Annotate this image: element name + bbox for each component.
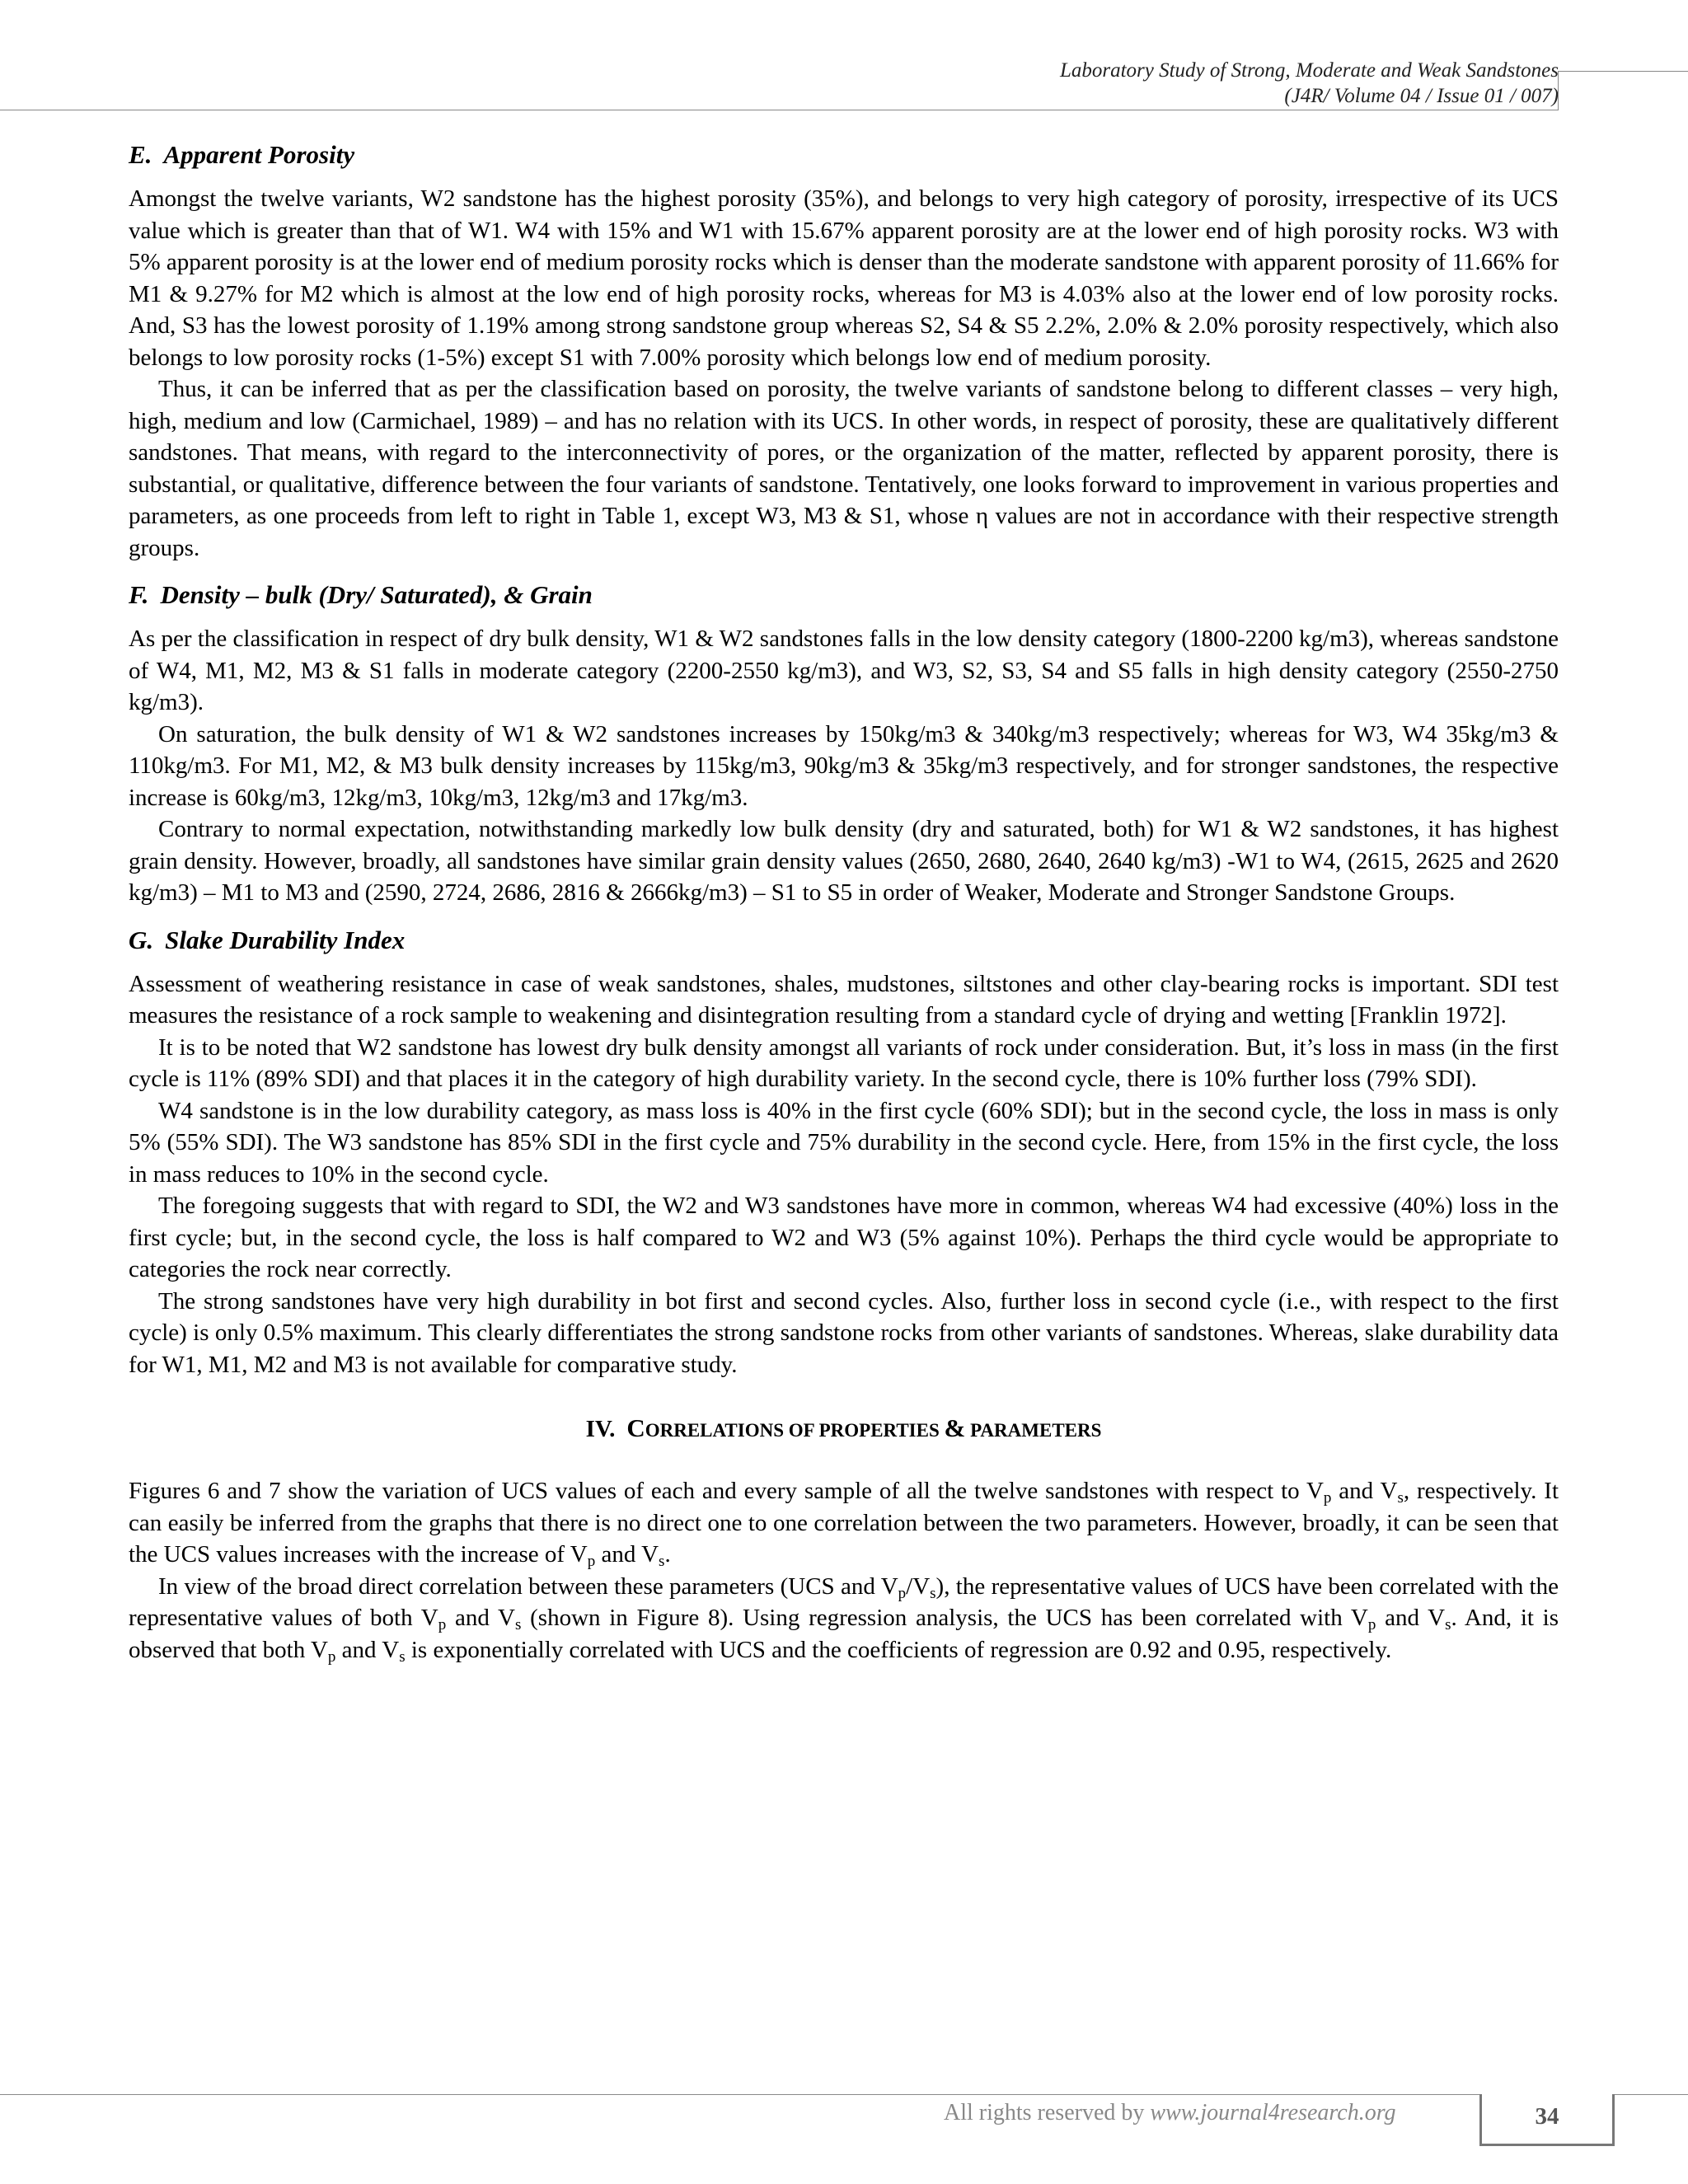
paragraph: On saturation, the bulk density of W1 & W2 sandstones increases by 150kg/m3 & 340kg/m3 respectively; whereas for W3, W4 35kg/m3 & 110kg/m3. For M1, M2, & M3 bulk density increases by 115kg/m3, 90kg/m3 & 35kg/m3 respectively, and for stronger sandstones, the respective increase is 60kg/m3, 12kg/m3, 10kg/m3, 12kg/m3 and 17kg/m3. — [129, 720, 1559, 811]
section-letter: G. — [129, 925, 154, 954]
paragraph: W4 sandstone is in the low durability category, as mass loss is 40% in the first cycle (60% SDI); but in the second cycle, the loss in mass is only 5% (55% SDI). The W3 sandstone has 85% SDI in the first cycle and 75% durability in the second cycle. Here, from 15% in the first cycle, the loss in mass reduces to 10% in the second cycle. — [129, 1097, 1559, 1188]
running-header — [1060, 58, 1559, 109]
paragraph: Figures 6 and 7 show the variation of UCS values of each and every sample of all the twelve sandstones with respect to $V_p$ and $V_s$, respectively. It can easily be inferred from the graphs that there is no direct one to one correlation between the two parameters. However, broadly, it can be seen that the UCS values increases with the increase of $V_p$ and $V_s$. — [129, 1478, 1559, 1570]
header-issue: (J4R/ Volume 04 / Issue 01 / 007) — [1284, 85, 1559, 107]
section-title: Apparent Porosity — [163, 140, 355, 169]
section-heading-density — [129, 579, 1559, 612]
section-letter: F. — [129, 580, 149, 609]
paragraph: It is to be noted that W2 sandstone has lowest dry bulk density amongst all variants of rock under consideration. But, it’s loss in mass (in the first cycle is 11% (89% SDI) and that places it in the category of high durability variety. In the second cycle, there is 10% further loss (79% SDI). — [129, 1033, 1559, 1092]
section-numeral: IV. — [585, 1416, 616, 1442]
footer-rights: All rights reserved by www.journal4research.org — [944, 2100, 1396, 2125]
header-title: Laboratory Study of Strong, Moderate and Weak Sandstones — [1059, 59, 1559, 82]
heading-smallcaps: PARAMETERS — [965, 1420, 1102, 1441]
section-title: Density – bulk (Dry/ Saturated), & Grain — [160, 580, 593, 609]
section-heading-apparent-porosity — [129, 138, 1559, 171]
paragraph: As per the classification in respect of dry bulk density, W1 & W2 sandstones falls in the low density category (1800-2200 kg/m3), whereas sandstone of W4, M1, M2, M3 & S1 falls in moderate category (2200-2550 kg/m3), and W3, S2, S3, S4 and S5 falls in high density category (2550-2750 kg/m3). — [129, 626, 1559, 715]
header-rule-right — [1558, 71, 1688, 72]
section-heading-slake-durability — [129, 924, 1559, 957]
paragraph: Amongst the twelve variants, W2 sandstone has the highest porosity (35%), and belongs to very high category of porosity, irrespective of its UCS value which is greater than that of W1. W4 with 15% and W1 with 15.67% apparent porosity are at the lower end of high porosity rocks. W3 with 5% apparent porosity is at the lower end of medium porosity rocks which is denser than the moderate sandstone with apparent porosity of 11.66% for M1 & 9.27% for M2 which is almost at the low end of high porosity rocks, whereas for M3 is 4.03% also at the lower end of low porosity rocks. And, S3 has the lowest porosity of 1.19% among strong sandstone group whereas S2, S4 & S5 2.2%, 2.0% & 2.0% porosity respectively, which also belongs to low porosity rocks (1-5%) except S1 with 7.00% porosity which belongs low end of medium porosity. — [129, 185, 1559, 371]
section-heading-correlations — [129, 1412, 1559, 1447]
paragraph: Assessment of weathering resistance in case of weak sandstones, shales, mudstones, siltstones and other clay-bearing rocks is important. SDI test measures the resistance of a rock sample to weakening and disintegration resulting from a standard cycle of drying and wetting [Franklin 1972]. — [129, 970, 1559, 1029]
section-letter: E. — [129, 140, 152, 169]
page-number: 34 — [1535, 2103, 1559, 2130]
page-content — [129, 138, 1559, 1666]
footer-rule — [0, 2094, 1479, 2095]
section-title: Slake Durability Index — [165, 925, 406, 954]
header-rule-tick — [1558, 71, 1559, 110]
paragraph: In view of the broad direct correlation between these parameters (UCS and $V_p/V_s$), the representative values of UCS have been correlated with the representative values of both $V_p$ and $V_s$ (shown in Figure 8). Using regression analysis, the UCS has been correlated with $V_p$ and $V_s$. And, it is observed that both $V_p$ and $V_s$ is exponentially correlated with UCS and the coefficients of regression are 0.92 and 0.95, respectively. — [129, 1572, 1559, 1666]
paragraph: The strong sandstones have very high durability in bot first and second cycles. Also, further loss in second cycle (i.e., with respect to the first cycle) is only 0.5% maximum. This clearly differentiates the strong sandstone rocks from other variants of sandstones. Whereas, slake durability data for W1, M1, M2 and M3 is not available for comparative study. — [129, 1287, 1559, 1378]
paragraph: Thus, it can be inferred that as per the classification based on porosity, the twelve variants of sandstone belong to different classes – very high, high, medium and low (Carmichael, 1989) – and has no relation with its UCS. In other words, in respect of porosity, these are qualitatively different sandstones. That means, with regard to the interconnectivity of pores, or the organization of the matter, reflected by apparent porosity, there is substantial, or qualitative, difference between the four variants of sandstone. Tentatively, one looks forward to improvement in various properties and parameters, as one proceeds from left to right in Table 1, except W3, M3 & S1, whose η values are not in accordance with their respective strength groups. — [129, 376, 1559, 561]
heading-ampersand: & — [944, 1413, 966, 1442]
footer-rule-right — [1615, 2094, 1688, 2095]
journal-link[interactable]: www.journal4research.org — [1150, 2100, 1396, 2125]
heading-initial: C — [626, 1413, 645, 1442]
paragraph: Contrary to normal expectation, notwithstanding markedly low bulk density (dry and saturated, both) for W1 & W2 sandstones, it has highest grain density. However, broadly, all sandstones have similar grain density values (2650, 2680, 2640, 2640 kg/m3) -W1 to W4, (2615, 2625 and 2620 kg/m3) – M1 to M3 and (2590, 2724, 2686, 2816 & 2666kg/m3) – S1 to S5 in order of Weaker, Moderate and Stronger Sandstone Groups. — [129, 816, 1559, 906]
paragraph: The foregoing suggests that with regard to SDI, the W2 and W3 sandstones have more in common, whereas W4 had excessive (40%) loss in the first cycle; but, in the second cycle, the loss is half compared to W2 and W3 (5% against 10%). Perhaps the third cycle would be appropriate to categories the rock near correctly. — [129, 1193, 1559, 1282]
heading-smallcaps: ORRELATIONS OF PROPERTIES — [645, 1420, 945, 1441]
